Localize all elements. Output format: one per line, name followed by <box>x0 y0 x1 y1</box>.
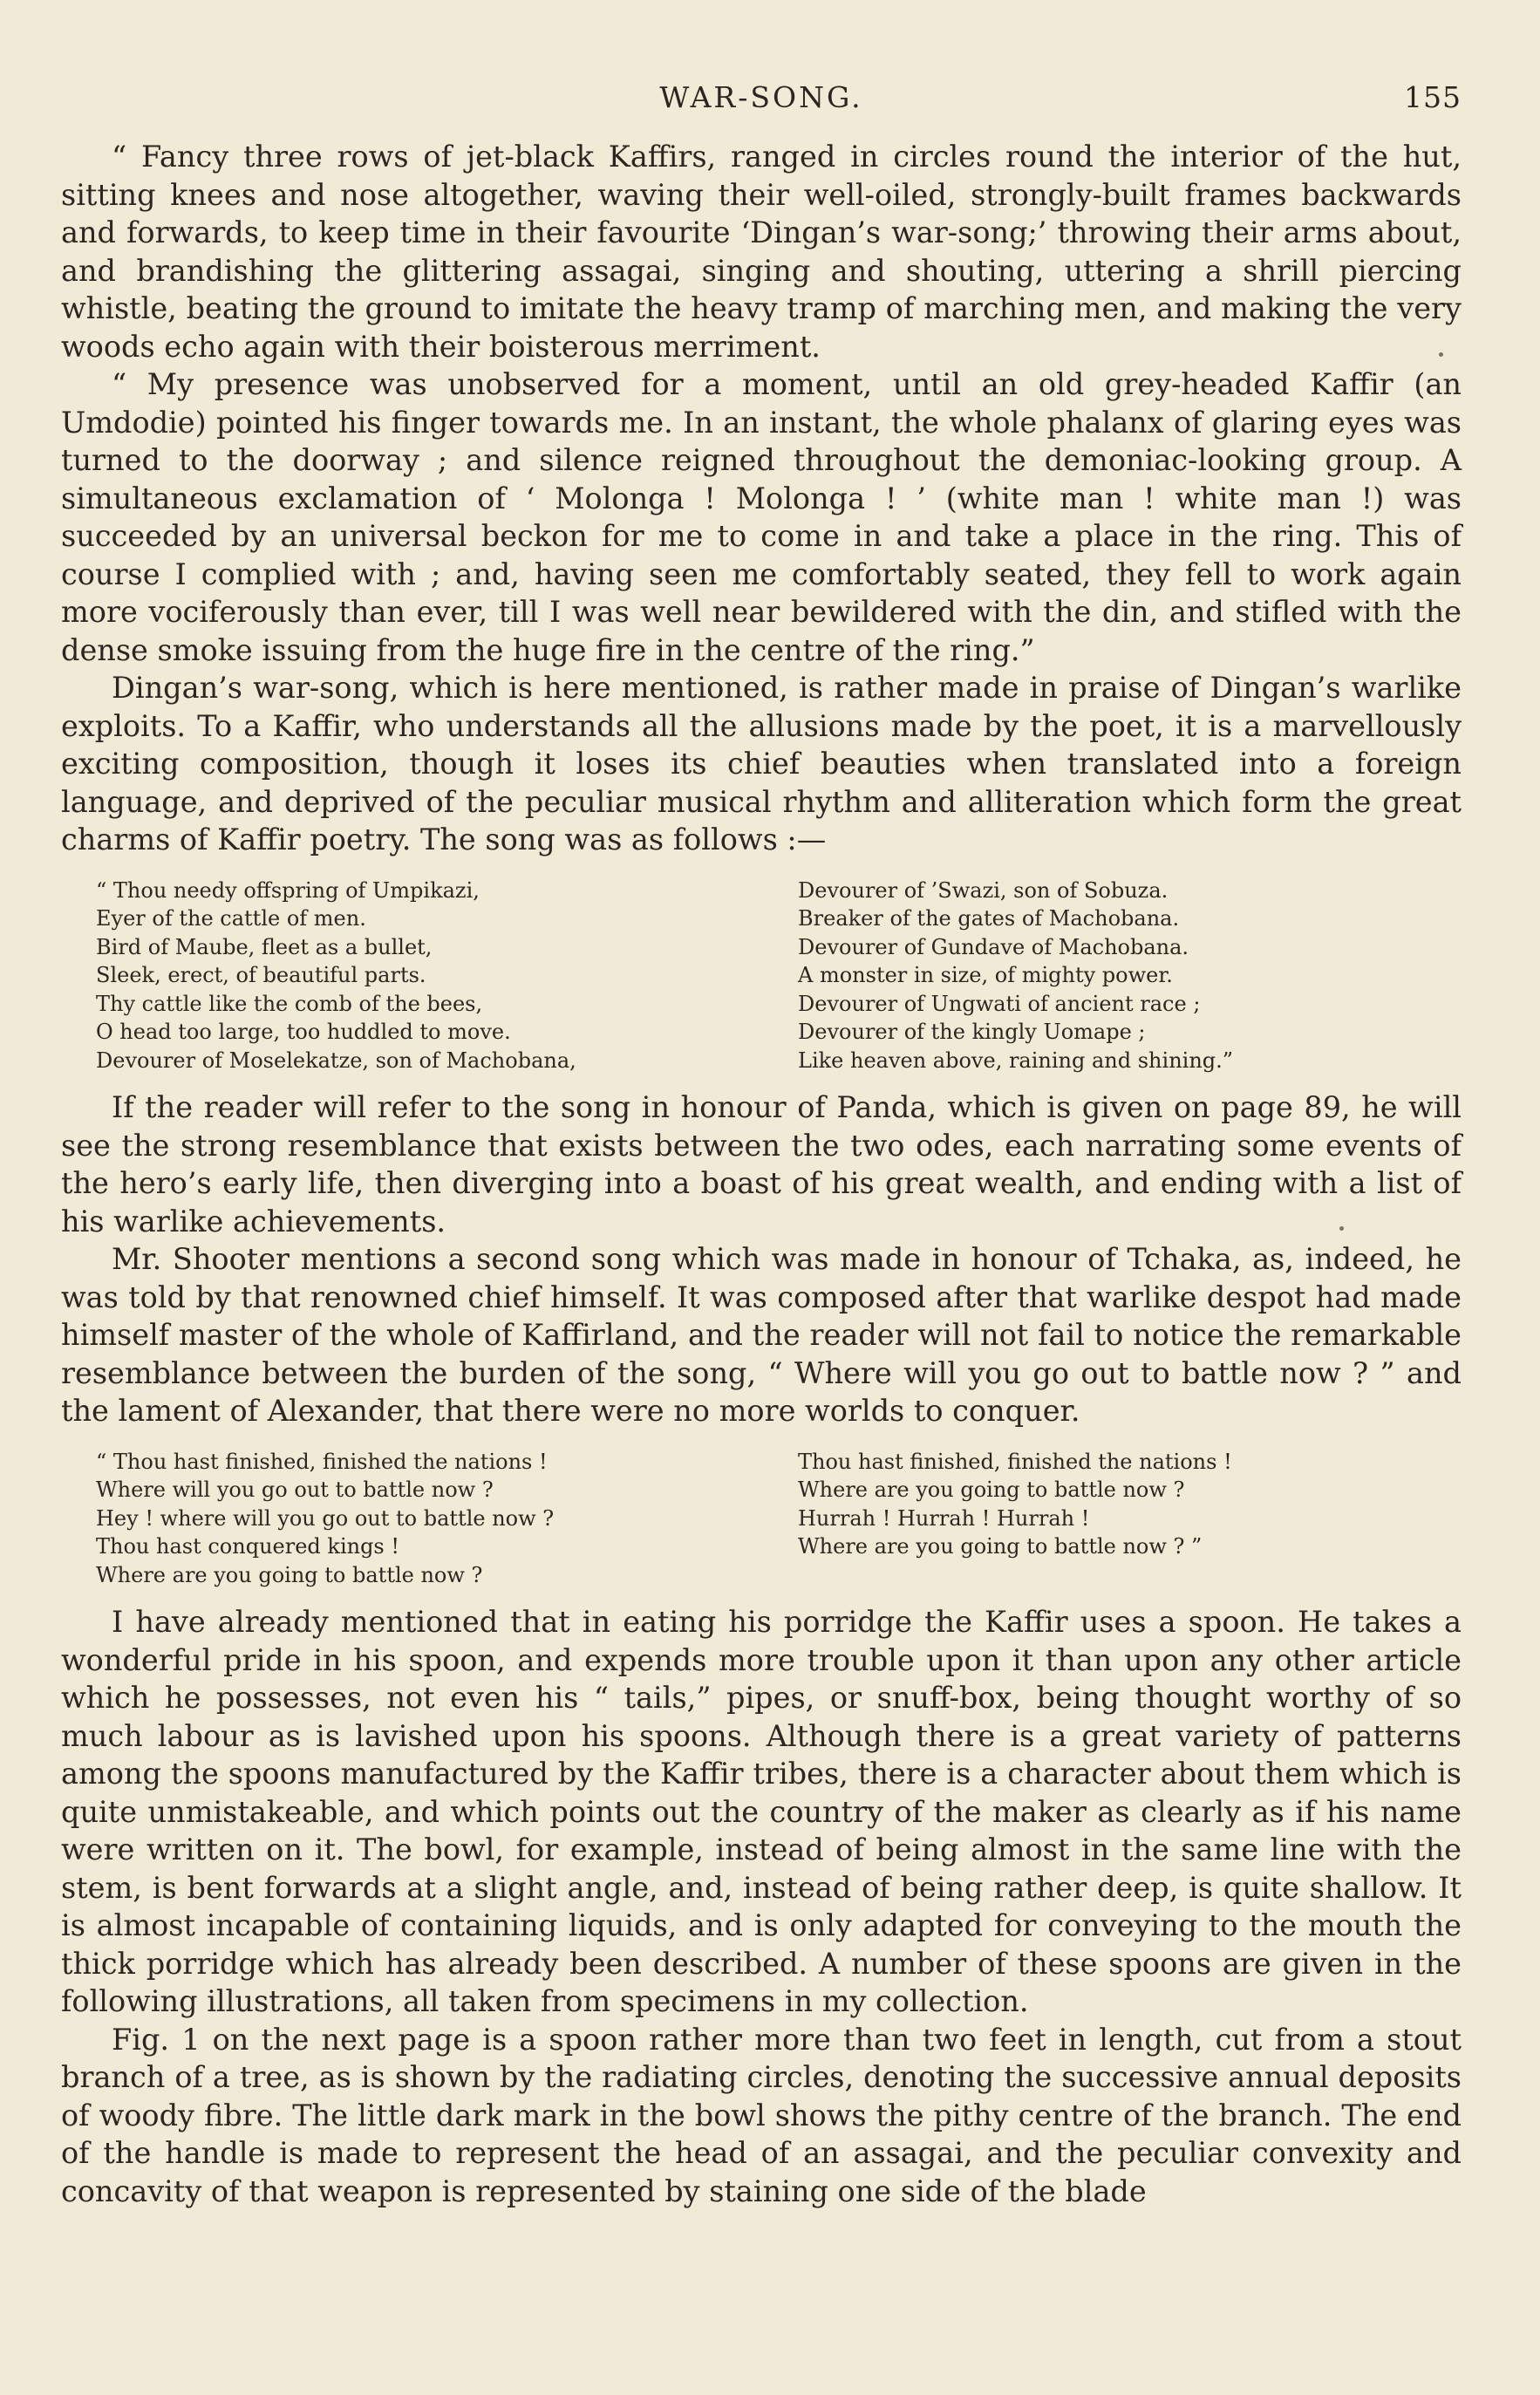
page-number: 155 <box>1404 80 1462 114</box>
verse-column-left <box>61 1448 798 1590</box>
verse-line: Where are you going to battle now ? <box>798 1477 1185 1502</box>
paragraph: Fig. 1 on the next page is a spoon rather more than two feet in length, cut from a stout branch of a tree, as is shown by the radiating circles, denoting the successive annual deposits of woody fibre. The little dark mark in the bowl shows the pithy centre of the branch. The end of the handle is made to represent the head of an assagai, and the peculiar convexity and concavity of that weapon is represented by staining one side of the blade <box>61 2022 1462 2208</box>
verse-line: Breaker of the gates of Machobana. <box>798 906 1180 931</box>
paragraph: I have already mentioned that in eating his porridge the Kaffir uses a spoon. He takes a wonderful pride in his spoon, and expends more trouble upon it than upon any other article which he possesses, not even his “ tails,” pipes, or snuff-box, being thought worthy of so much labour as is lavished upon his spoons. Although there is a great variety of patterns among the spoons manufactured by the Kaffir tribes, there is a character about them which is quite unmistakeable, and which points out the country of the maker as clearly as if his name were written on it. The bowl, for example, instead of being almost in the same line with the stem, is bent forwards at a slight angle, and, instead of being rather deep, is quite shallow. It is almost incapable of containing liquids, and is only adapted for conveying to the mouth the thick porridge which has already been described. A number of these spoons are given in the following illustrations, all taken from specimens in my collection. <box>61 1605 1462 2018</box>
verse-line: Devourer of Gundave of Machobana. <box>798 934 1189 959</box>
war-song-verse <box>61 877 1462 1075</box>
verse-line: Bird of Maube, fleet as a bullet, <box>96 934 433 959</box>
verse-line: Hey ! where will you go out to battle now ? <box>96 1505 555 1531</box>
paragraph: “ My presence was unobserved for a moment, until an old grey-headed Kaffir (an Umdodie) pointed his finger towards me. In an instant, the whole phalanx of glaring eyes was turned to the doorway ; and silence reigned throughout the demoniac-looking group. A simultaneous exclamation of ‘ Molonga ! Molonga ! ’ (white man ! white man !) was succeeded by an universal beckon for me to come in and take a place in the ring. This of course I complied with ; and, having seen me comfortably seated, they fell to work again more vociferously than ever, till I was well near bewildered with the din, and stifled with the dense smoke issuing from the huge fire in the centre of the ring.” <box>61 367 1462 667</box>
verse-line: Eyer of the cattle of men. <box>96 906 366 931</box>
verse-line: Thou hast finished, finished the nations ! <box>798 1449 1232 1474</box>
tchaka-song-verse <box>61 1448 1462 1590</box>
verse-line: Like heaven above, raining and shining.” <box>798 1047 1234 1073</box>
paper-speck <box>1439 352 1443 357</box>
paragraph: “ Fancy three rows of jet-black Kaffirs, ranged in circles round the interior of the hut, sitting knees and nose altogether, waving their well-oiled, strongly-built frames backwards and forwards, to keep time in their favourite ‘Dingan’s war-song;’ throwing their arms about, and brandishing the glittering assagai, singing and shouting, uttering a shrill piercing whistle, beating the ground to imitate the heavy tramp of marching men, and making the very woods echo again with their boisterous merriment. <box>61 140 1462 364</box>
verse-column-left <box>61 877 798 1075</box>
running-head <box>61 73 1462 122</box>
verse-line: “ Thou hast finished, finished the nations ! <box>96 1449 548 1474</box>
verse-line: Devourer of Moselekatze, son of Machobana, <box>96 1047 576 1073</box>
paragraph: Mr. Shooter mentions a second song which was made in honour of Tchaka, as, indeed, he was told by that renowned chief himself. It was composed after that warlike despot had made himself master of the whole of Kaffirland, and the reader will not fail to notice the remarkable resemblance between the burden of the song, “ Where will you go out to battle now ? ” and the lament of Alexander, that there were no more worlds to conquer. <box>61 1242 1462 1428</box>
verse-column-right <box>798 877 1461 1075</box>
verse-line: Thy cattle like the comb of the bees, <box>96 991 483 1016</box>
verse-line: Where will you go out to battle now ? <box>96 1477 494 1502</box>
verse-line: O head too large, too huddled to move. <box>96 1020 511 1044</box>
paragraph: Dingan’s war-song, which is here mentioned, is rather made in praise of Dingan’s warlike exploits. To a Kaffir, who understands all the allusions made by the poet, it is a marvellously exciting composition, though it loses its chief beauties when translated into a foreign language, and deprived of the peculiar musical rhythm and alliteration which form the great charms of Kaffir poetry. The song was as follows :— <box>61 671 1462 856</box>
verse-line: Thou hast conquered kings ! <box>96 1534 400 1559</box>
verse-line: Where are you going to battle now ? ” <box>798 1534 1203 1559</box>
verse-line: Hurrah ! Hurrah ! Hurrah ! <box>798 1505 1090 1531</box>
verse-line: Devourer of Ungwati of ancient race ; <box>798 991 1201 1016</box>
book-page <box>61 73 1462 2210</box>
verse-line: Devourer of the kingly Uomape ; <box>798 1020 1146 1044</box>
verse-line: “ Thou needy offspring of Umpikazi, <box>96 877 480 903</box>
verse-line: Where are you going to battle now ? <box>96 1562 483 1587</box>
paper-speck <box>1339 1226 1344 1231</box>
verse-column-right <box>798 1448 1461 1590</box>
running-title: WAR-SONG. <box>659 80 863 114</box>
verse-line: Devourer of ’Swazi, son of Sobuza. <box>798 877 1169 903</box>
verse-line: Sleek, erect, of beautiful parts. <box>96 963 426 987</box>
verse-line: A monster in size, of mighty power. <box>798 963 1173 987</box>
paragraph: If the reader will refer to the song in honour of Panda, which is given on page 89, he will see the strong resemblance that exists between the two odes, each narrating some events of the hero’s early life, then diverging into a boast of his great wealth, and ending with a list of his warlike achievements. <box>61 1090 1462 1238</box>
